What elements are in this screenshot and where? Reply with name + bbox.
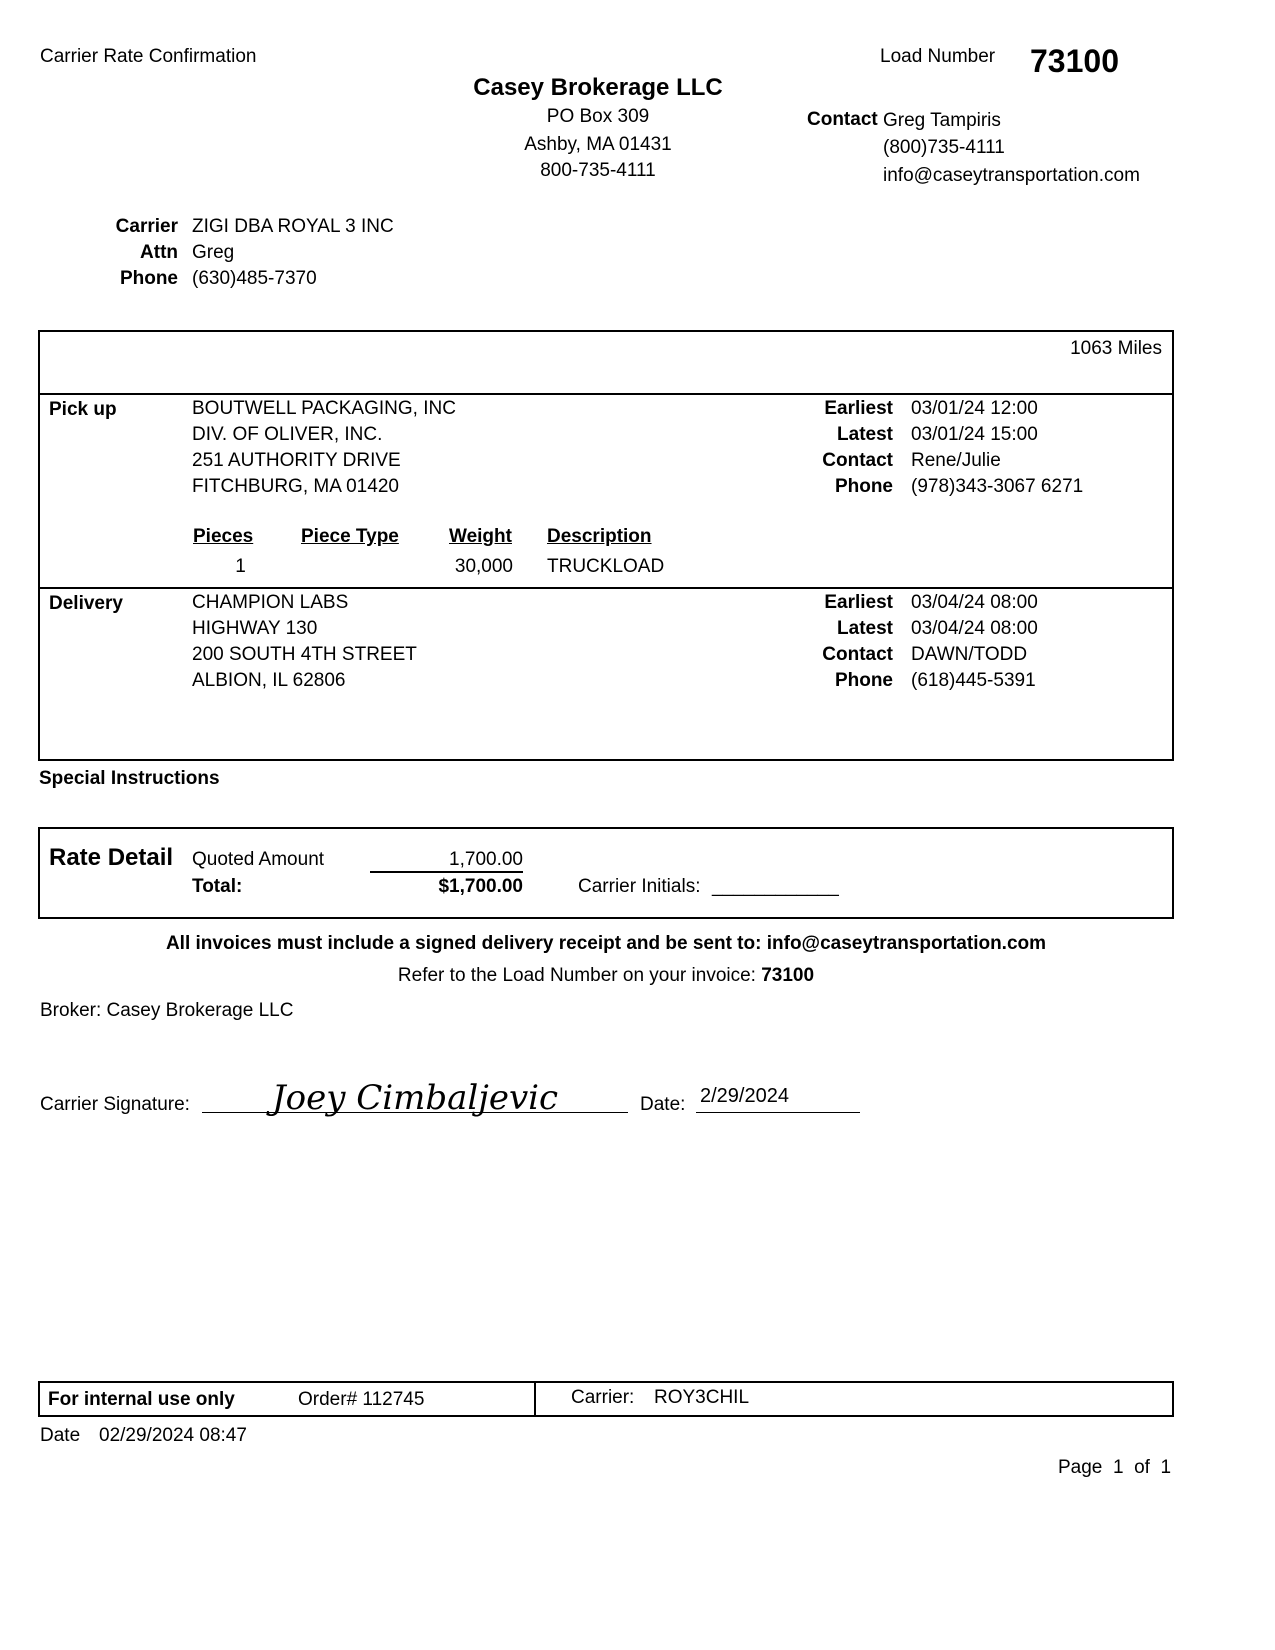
refer-text: Refer to the Load Number on your invoice: xyxy=(397,965,762,986)
cell-description: TRUCKLOAD xyxy=(547,556,665,577)
internal-carrier-label: Carrier: xyxy=(571,1387,635,1408)
broker-line: Broker: Casey Brokerage LLC xyxy=(40,1000,294,1021)
delivery-phone-label: Phone xyxy=(834,670,893,691)
total-value: $1,700.00 xyxy=(438,876,523,897)
pickup-earliest-label: Earliest xyxy=(824,398,893,419)
internal-date-label: Date xyxy=(40,1425,81,1446)
contact-label: Contact xyxy=(807,109,878,130)
internal-order-number: Order# 112745 xyxy=(298,1389,425,1410)
pickup-contact: Rene/Julie xyxy=(911,450,1001,471)
attn-value: Greg xyxy=(192,242,235,263)
rate-detail-title: Rate Detail xyxy=(49,844,174,871)
internal-divider xyxy=(534,1381,536,1417)
pickup-phone: (978)343-3067 6271 xyxy=(911,476,1084,497)
total-rule xyxy=(370,871,523,873)
miles: 1063 Miles xyxy=(1070,338,1162,359)
column-header-description: Description xyxy=(547,526,652,547)
delivery-earliest-label: Earliest xyxy=(824,592,893,613)
attn-label: Attn xyxy=(140,242,178,263)
delivery-latest-label: Latest xyxy=(837,618,893,639)
signature-date-value: 2/29/2024 xyxy=(700,1085,789,1107)
load-number-label: Load Number xyxy=(880,46,996,67)
delivery-line: HIGHWAY 130 xyxy=(192,618,318,639)
carrier-phone-value: (630)485-7370 xyxy=(192,268,317,289)
pickup-line: BOUTWELL PACKAGING, INC xyxy=(192,398,456,419)
document-title: Carrier Rate Confirmation xyxy=(40,46,257,67)
column-header-pieces: Pieces xyxy=(193,526,254,547)
pickup-earliest: 03/01/24 12:00 xyxy=(911,398,1038,419)
load-number: 73100 xyxy=(1030,43,1119,79)
cell-pieces: 1 xyxy=(235,556,246,577)
contact-email: info@caseytransportation.com xyxy=(883,165,1140,186)
delivery-earliest: 03/04/24 08:00 xyxy=(911,592,1038,613)
carrier-value: ZIGI DBA ROYAL 3 INC xyxy=(192,216,394,237)
contact-phone: (800)735-4111 xyxy=(883,137,1005,158)
company-address1: PO Box 309 xyxy=(546,106,650,127)
internal-carrier-code: ROY3CHIL xyxy=(654,1387,750,1408)
page-indicator xyxy=(1058,1457,1171,1479)
column-header-weight: Weight xyxy=(449,526,512,547)
page-total: 1 xyxy=(1160,1457,1172,1478)
divider xyxy=(38,587,1174,589)
carrier-initials-line: ____________ xyxy=(712,876,839,897)
invoice-notice: All invoices must include a signed delivery receipt and be sent to: info@caseytransportation.com xyxy=(165,933,1047,954)
page-label: Page xyxy=(1058,1457,1103,1478)
pickup-line: FITCHBURG, MA 01420 xyxy=(192,476,399,497)
pickup-phone-label: Phone xyxy=(834,476,893,497)
delivery-phone: (618)445-5391 xyxy=(911,670,1036,691)
divider xyxy=(38,393,1174,395)
company-name: Casey Brokerage LLC xyxy=(473,74,723,101)
pickup-line: 251 AUTHORITY DRIVE xyxy=(192,450,401,471)
page-of-label: of xyxy=(1134,1457,1150,1478)
carrier-initials-label: Carrier Initials: xyxy=(578,876,701,897)
rate-detail-box xyxy=(38,827,1174,919)
total-label: Total: xyxy=(192,876,243,897)
carrier-phone-label: Phone xyxy=(119,268,178,289)
internal-use-label: For internal use only xyxy=(48,1389,235,1410)
carrier-signature-label: Carrier Signature: xyxy=(40,1094,190,1115)
pickup-latest: 03/01/24 15:00 xyxy=(911,424,1038,445)
delivery-contact: DAWN/TODD xyxy=(911,644,1028,665)
delivery-line: 200 SOUTH 4TH STREET xyxy=(192,644,417,665)
refer-load-number xyxy=(0,965,1212,987)
pickup-label: Pick up xyxy=(49,399,117,420)
delivery-contact-label: Contact xyxy=(822,644,893,665)
cell-weight: 30,000 xyxy=(454,556,513,577)
delivery-line: CHAMPION LABS xyxy=(192,592,349,613)
company-phone: 800-735-4111 xyxy=(540,160,656,181)
pickup-line: DIV. OF OLIVER, INC. xyxy=(192,424,383,445)
pickup-contact-label: Contact xyxy=(822,450,893,471)
carrier-signature: Joey Cimbaljevic xyxy=(272,1078,559,1118)
page-current: 1 xyxy=(1112,1457,1124,1478)
quoted-amount-label: Quoted Amount xyxy=(192,849,325,870)
delivery-line: ALBION, IL 62806 xyxy=(192,670,346,691)
internal-date-value: 02/29/2024 08:47 xyxy=(99,1425,247,1446)
quoted-amount-value: 1,700.00 xyxy=(449,849,523,870)
carrier-label: Carrier xyxy=(115,216,178,237)
refer-number: 73100 xyxy=(761,965,815,986)
special-instructions-label: Special Instructions xyxy=(39,768,220,789)
delivery-latest: 03/04/24 08:00 xyxy=(911,618,1038,639)
column-header-piece-type: Piece Type xyxy=(301,526,399,547)
delivery-label: Delivery xyxy=(49,593,123,614)
pickup-latest-label: Latest xyxy=(837,424,893,445)
contact-name: Greg Tampiris xyxy=(883,110,1001,131)
company-address2: Ashby, MA 01431 xyxy=(524,134,672,155)
date-line xyxy=(696,1112,860,1113)
signature-date-label: Date: xyxy=(640,1094,686,1115)
